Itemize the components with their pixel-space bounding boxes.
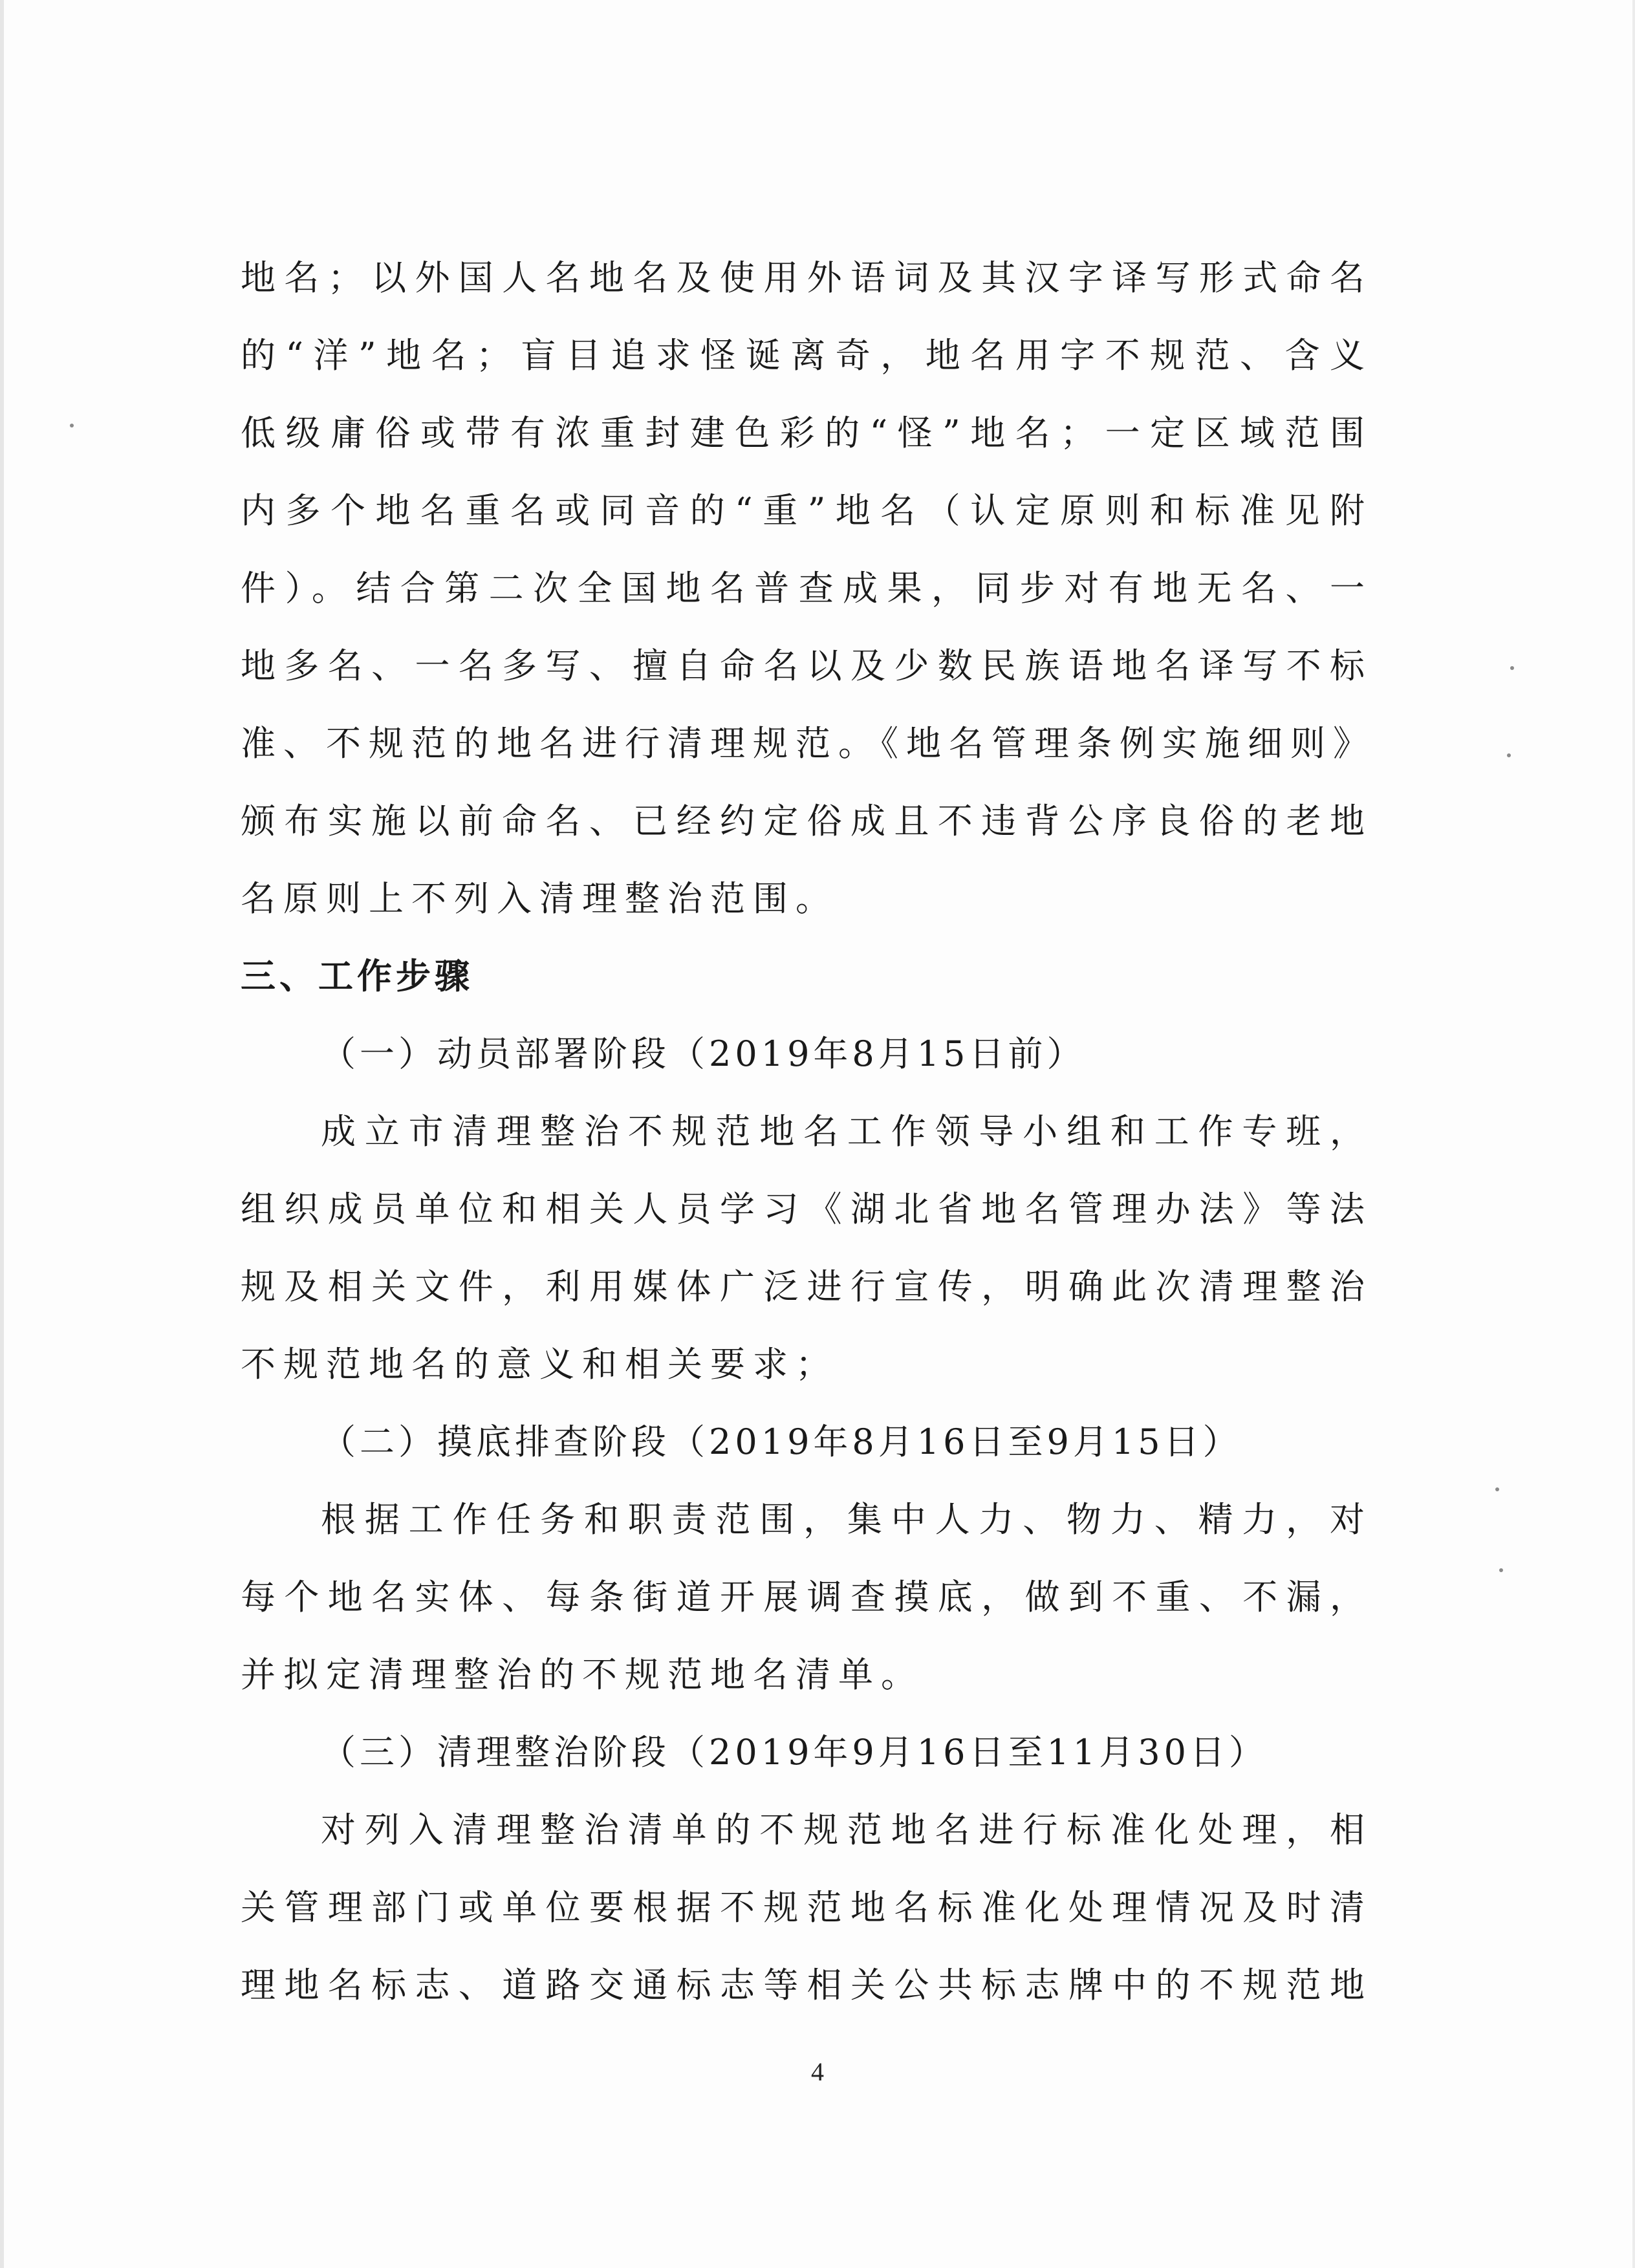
body-line: 名原则上不列入清理整治范围。 xyxy=(241,878,838,919)
scan-right-edge xyxy=(1632,0,1635,2268)
body-line: 根据工作任务和职责范围，集中人力、物力、精力，对 xyxy=(321,1499,1372,1540)
body-line: 颁布实施以前命名、已经约定俗成且不违背公序良俗的老地 xyxy=(241,801,1372,841)
body-line: 件）。结合第二次全国地名普查成果，同步对有地无名、一 xyxy=(241,568,1372,609)
body-line: 不规范地名的意义和相关要求； xyxy=(241,1344,838,1385)
body-line: 准、不规范的地名进行清理规范。《地名管理条例实施细则》 xyxy=(241,723,1376,764)
scan-left-edge xyxy=(0,0,4,2268)
body-line: 对列入清理整治清单的不规范地名进行标准化处理，相 xyxy=(321,1809,1372,1850)
section-heading: 三、工作步骤 xyxy=(241,956,473,997)
scan-speck xyxy=(1507,753,1511,757)
scan-speck xyxy=(1495,1487,1499,1491)
body-line: 低级庸俗或带有浓重封建色彩的“怪”地名；一定区域范围 xyxy=(241,413,1372,453)
scan-speck xyxy=(1510,666,1514,670)
body-line: 每个地名实体、每条街道开展调查摸底，做到不重、不漏， xyxy=(241,1577,1372,1617)
body-line: 并拟定清理整治的不规范地名清单。 xyxy=(241,1654,924,1695)
scan-speck xyxy=(70,424,74,427)
page-number: 4 xyxy=(811,2057,824,2086)
stage-title: （二）摸底排查阶段（2019年8月16日至9月15日） xyxy=(321,1421,1242,1462)
body-line: 地名；以外国人名地名及使用外语词及其汉字译写形式命名 xyxy=(241,257,1372,298)
body-line: 的“洋”地名；盲目追求怪诞离奇，地名用字不规范、含义 xyxy=(241,335,1372,376)
body-line: 规及相关文件，利用媒体广泛进行宣传，明确此次清理整治 xyxy=(241,1266,1372,1307)
body-line: 成立市清理整治不规范地名工作领导小组和工作专班， xyxy=(321,1111,1372,1152)
body-line: 地多名、一名多写、擅自命名以及少数民族语地名译写不标 xyxy=(241,645,1372,686)
body-line: 组织成员单位和相关人员学习《湖北省地名管理办法》等法 xyxy=(241,1189,1372,1229)
body-line: 理地名标志、道路交通标志等相关公共标志牌中的不规范地 xyxy=(241,1965,1372,2005)
body-line: 内多个地名重名或同音的“重”地名（认定原则和标准见附 xyxy=(241,490,1372,531)
stage-title: （一）动员部署阶段（2019年8月15日前） xyxy=(321,1033,1086,1074)
stage-title: （三）清理整治阶段（2019年9月16日至11月30日） xyxy=(321,1732,1268,1773)
body-line: 关管理部门或单位要根据不规范地名标准化处理情况及时清 xyxy=(241,1887,1372,1928)
scan-speck xyxy=(1499,1568,1503,1572)
